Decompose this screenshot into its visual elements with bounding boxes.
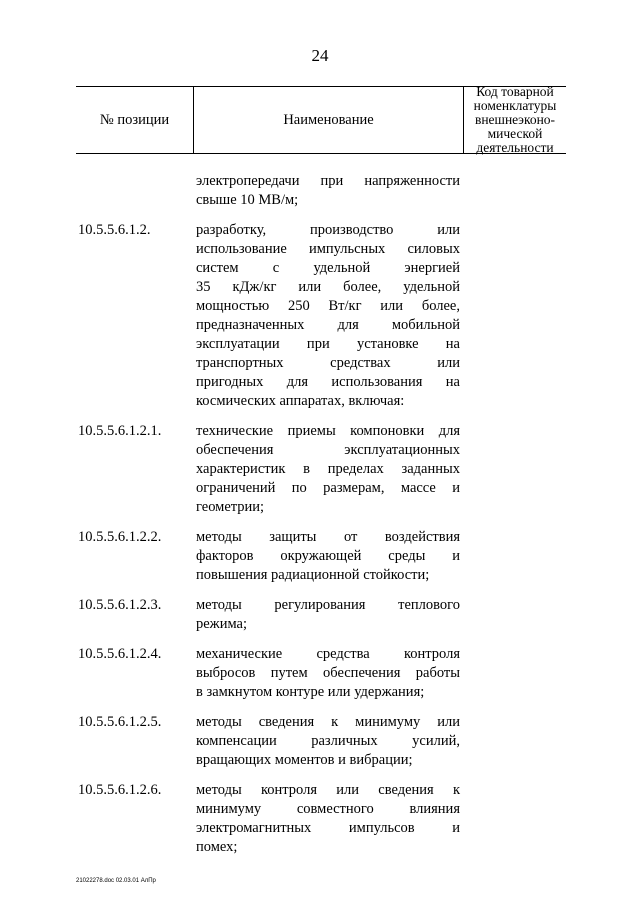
description-line: минимуму совместного влияния <box>196 801 460 817</box>
position-number: 10.5.5.6.1.2.4. <box>78 646 162 662</box>
description-line: геометрии; <box>196 499 265 515</box>
description-line: электропередачи при напряженности <box>196 173 460 189</box>
position-number: 10.5.5.6.1.2.3. <box>78 597 162 613</box>
list-item <box>0 645 640 702</box>
description-line: помех; <box>196 839 238 855</box>
description-line: методы сведения к минимуму или <box>196 714 460 730</box>
code-column-header <box>463 84 566 155</box>
list-item <box>0 713 640 770</box>
description-line: эксплуатации при установке на <box>196 336 460 352</box>
description-line: факторов окружающей среды и <box>196 548 460 564</box>
description-line: выбросов путем обеспечения работы <box>196 665 460 681</box>
item-description <box>196 221 460 411</box>
item-description <box>196 422 460 517</box>
table-header <box>76 86 566 154</box>
description-line: мощностью 250 Вт/кг или более, <box>196 298 460 314</box>
list-item <box>0 596 640 634</box>
description-line: разработку, производство или <box>196 222 460 238</box>
list-item <box>0 172 640 210</box>
description-line: 35 кДж/кг или более, удельной <box>196 279 460 295</box>
page-number: 24 <box>311 46 329 65</box>
item-description <box>196 713 460 770</box>
description-line: предназначенных для мобильной <box>196 317 460 333</box>
position-number: 10.5.5.6.1.2. <box>78 222 151 238</box>
item-description <box>196 781 460 857</box>
description-line: методы контроля или сведения к <box>196 782 460 798</box>
position-number: 10.5.5.6.1.2.5. <box>78 714 162 730</box>
description-line: пригодных для использования на <box>196 374 460 390</box>
description-line: повышения радиационной стойкости; <box>196 567 430 583</box>
code-header-line: внешнеэконо- <box>474 112 556 127</box>
description-line: транспортных средствах или <box>196 355 460 371</box>
description-line: методы защиты от воздействия <box>196 529 460 545</box>
description-line: ограничений по размерам, массе и <box>196 480 460 496</box>
description-line: методы регулирования теплового <box>196 597 460 613</box>
description-line: электромагнитных импульсов и <box>196 820 460 836</box>
item-description <box>196 596 460 634</box>
description-line: систем с удельной энергией <box>196 260 460 276</box>
description-line: механические средства контроля <box>196 646 460 662</box>
position-number: 10.5.5.6.1.2.6. <box>78 782 162 798</box>
description-line: компенсации различных усилий, <box>196 733 460 749</box>
description-line: космических аппаратах, включая: <box>196 393 405 409</box>
list-item <box>0 221 640 411</box>
position-number <box>0 172 196 210</box>
item-description <box>196 528 460 585</box>
list-item <box>0 528 640 585</box>
position-column-header: № позиции <box>99 111 170 128</box>
code-header-line: номенклатуры <box>473 98 557 113</box>
code-header-line: мической <box>487 126 543 141</box>
description-line: характеристик в пределах заданных <box>196 461 460 477</box>
position-number: 10.5.5.6.1.2.2. <box>78 529 162 545</box>
description-line: в замкнутом контуре или удержания; <box>196 684 425 700</box>
item-description <box>196 645 460 702</box>
description-line: вращающих моментов и вибрации; <box>196 752 413 768</box>
name-column-header: Наименование <box>193 87 463 153</box>
code-header-line: Код товарной <box>476 84 554 99</box>
item-description <box>196 172 460 210</box>
code-header-line: деятельности <box>476 140 554 155</box>
entries-list <box>0 172 640 868</box>
footer-document-code: 21022278.doc 02.03.01 АлПр <box>76 878 156 884</box>
description-line: использование импульсных силовых <box>196 241 460 257</box>
description-line: свыше 10 МВ/м; <box>196 192 299 208</box>
position-number: 10.5.5.6.1.2.1. <box>78 423 162 439</box>
description-line: технические приемы компоновки для <box>196 423 460 439</box>
list-item <box>0 781 640 857</box>
list-item <box>0 422 640 517</box>
description-line: обеспечения эксплуатационных <box>196 442 460 458</box>
description-line: режима; <box>196 616 248 632</box>
